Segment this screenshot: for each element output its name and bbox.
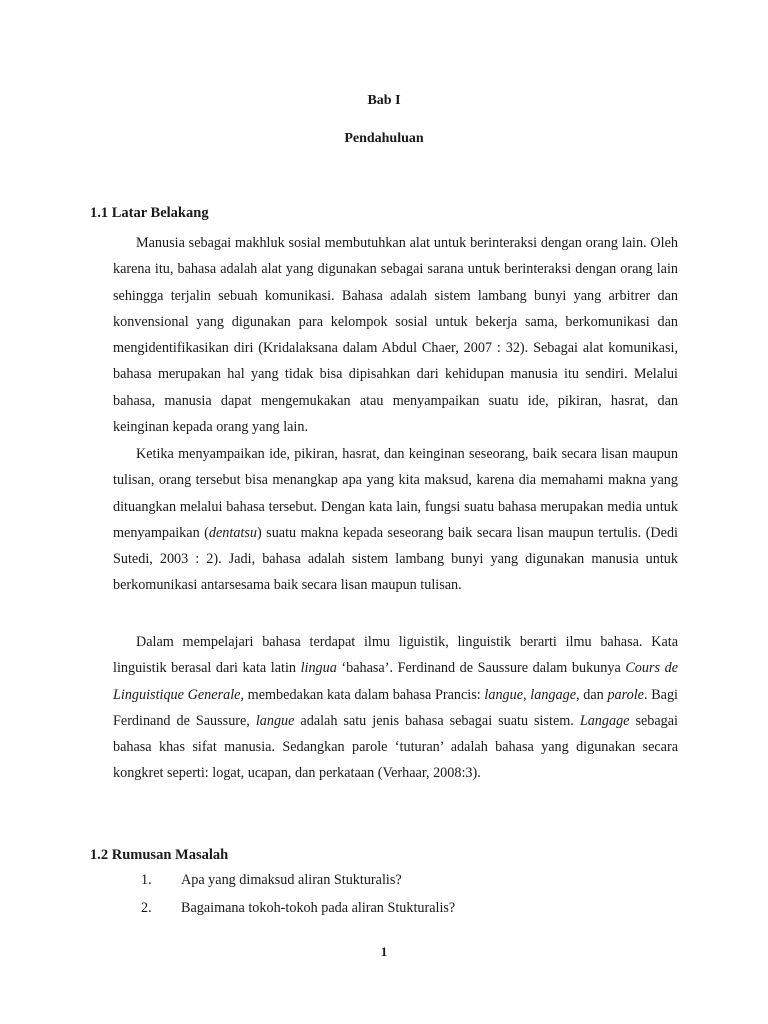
book-title: Cours de Linguistique Generale [113,660,678,703]
term-langue: langue [484,686,524,703]
term-parole: parole [607,686,644,703]
term-lingua: lingua [300,660,337,677]
term-langage-2: Langage [579,712,630,729]
paragraph-2-text-a: Ketika menyampaikan ide, pikiran, hasrat, dan keinginan seseorang, baik secara lisan maupun tulisan, orang tersebut bisa menangkap apa yang kita maksud, karena dia memahami makna yang dituangkan melalui bahasa tersebut. Dengan kata lain, fungsi suatu bahasa merupakan media untuk menyampaikan ( [113,446,678,541]
list-item-number: 2. [141,900,152,916]
paragraph-3-text-f: . Bagi Ferdinand de Saussure, [113,686,678,729]
page-number: 1 [380,944,388,959]
list-item-text: Apa yang dimaksud aliran Stukturalis? [181,872,402,888]
problem-list [0,872,600,928]
chapter-title: Pendahuluan [344,131,424,146]
paragraph-2 [113,441,678,599]
paragraph-3-text-e: , dan [576,686,608,703]
paragraph-2-text-b: ) suatu makna kepada seseorang baik secara lisan maupun tertulis. (Dedi Sutedi, 2003 : 2). Jadi, bahasa adalah sistem lambang bunyi yang digunakan manusia untuk berkomunikasi antarsesama baik secara lisan maupun tulisan. [113,524,679,594]
term-langage: langage [530,686,576,703]
section-heading-rumusan-masalah: 1.2 Rumusan Masalah [90,847,229,863]
term-dentatsu: dentatsu [208,524,257,541]
paragraph-3 [113,629,678,787]
section-heading-latar-belakang: 1.1 Latar Belakang [90,205,209,221]
term-langue-2: langue [255,712,295,729]
paragraph-3-text-b: ‘bahasa’. Ferdinand de Saussure dalam bukunya [336,660,626,677]
list-item [0,872,600,900]
paragraph-3-text-c: , membedakan kata dalam bahasa Prancis: [240,686,485,703]
paragraph-3-text-g: adalah satu jenis bahasa sebagai suatu sistem. [294,712,580,729]
list-item-text: Bagaimana tokoh-tokoh pada aliran Stukturalis? [181,900,456,916]
list-item-number: 1. [141,872,152,888]
chapter-label: Bab I [367,93,401,108]
list-item [0,900,600,928]
paragraph-3-text-h: sebagai bahasa khas sifat manusia. Sedangkan parole ‘tuturan’ adalah bahasa yang digunakan secara kongkret seperti: logat, ucapan, dan perkataan (Verhaar, 2008:3). [113,712,678,782]
paragraph-3-text-d: , [523,686,531,703]
paragraph-1: Manusia sebagai makhluk sosial membutuhkan alat untuk berinteraksi dengan orang lain. Oleh karena itu, bahasa adalah alat yang digunakan sebagai sarana untuk berinteraksi dengan orang lain sehingga terjalin sebuah komunikasi. Bahasa adalah sistem lambang bunyi yang arbitrer dan konvensional yang digunakan para kelompok sosial untuk bekerja sama, berkomunikasi dan mengidentifikasikan diri (Kridalaksana dalam Abdul Chaer, 2007 : 32). Sebagai alat komunikasi, bahasa merupakan hal yang tidak bisa dipisahkan dari kehidupan manusia itu sendiri. Melalui bahasa, manusia dapat mengemukakan atau menyampaikan suatu ide, pikiran, hasrat, dan keinginan kepada orang yang lain. [113,235,678,436]
paragraph-3-text-a: Dalam mempelajari bahasa terdapat ilmu liguistik, linguistik berarti ilmu bahasa. Kata linguistik berasal dari kata latin [113,634,678,677]
